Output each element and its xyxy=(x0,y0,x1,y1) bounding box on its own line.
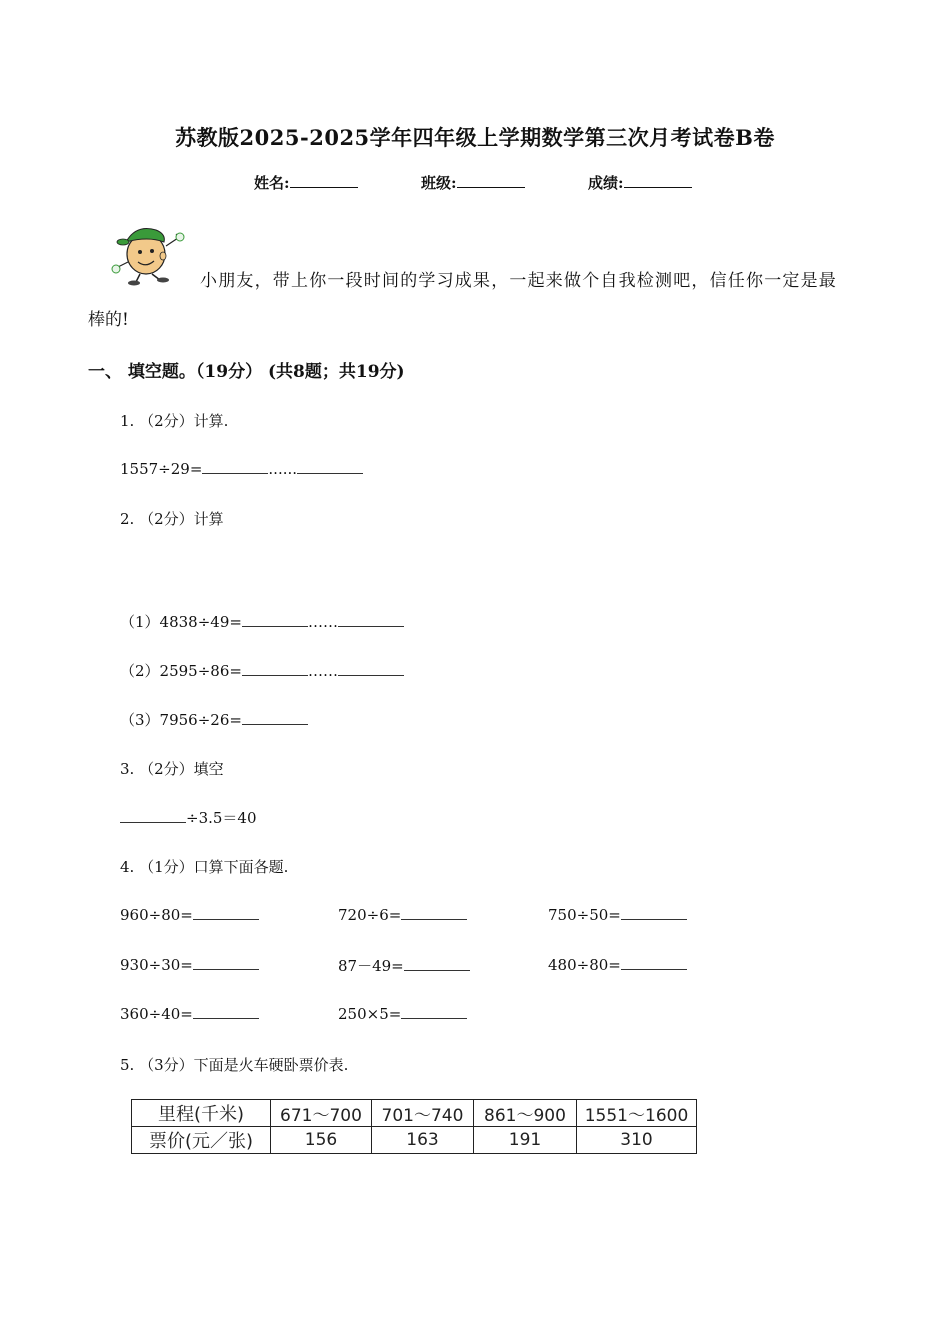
table-cell: 1551～1600 xyxy=(577,1100,697,1127)
q2-item-2-expr: （2）2595÷86= xyxy=(120,662,242,680)
q2-item-3-expr: （3）7956÷26= xyxy=(120,711,242,729)
q2-item-3-blank[interactable] xyxy=(242,710,308,725)
name-field xyxy=(254,172,358,193)
q4-blank[interactable] xyxy=(401,905,467,920)
q4-item xyxy=(120,1004,259,1023)
q4-stem: 4. （1分）口算下面各题. xyxy=(120,858,289,876)
q4-item xyxy=(338,1004,467,1023)
q4-expr: 360÷40= xyxy=(120,1005,193,1023)
table-row xyxy=(132,1127,697,1154)
name-label: 姓名: xyxy=(254,174,290,192)
q4-item xyxy=(548,955,687,974)
section-heading: 一、 填空题。（19分） (共8题；共19分) xyxy=(88,362,405,382)
q2-item-1-expr: （1）4838÷49= xyxy=(120,613,242,631)
q4-blank[interactable] xyxy=(621,905,687,920)
q2-item-1 xyxy=(120,611,404,632)
q2-item-1-blank-1[interactable] xyxy=(242,612,308,627)
intro-text-cont: 棒的! xyxy=(88,310,129,330)
q1-expr: 1557÷29= xyxy=(120,460,203,478)
q2-item-1-sep: …… xyxy=(307,613,338,631)
page-title: 苏教版2025-2025学年四年级上学期数学第三次月考试卷B卷 xyxy=(175,125,775,150)
q4-expr: 960÷80= xyxy=(120,906,193,924)
q3-stem: 3. （2分）填空 xyxy=(120,760,224,778)
q4-blank[interactable] xyxy=(193,905,259,920)
q3-answer-blank[interactable] xyxy=(120,808,186,823)
q4-blank[interactable] xyxy=(193,955,259,970)
q2-stem: 2. （2分）计算 xyxy=(120,510,224,528)
class-field xyxy=(421,172,525,193)
q2-item-2-blank-2[interactable] xyxy=(338,661,404,676)
q2-item-1-blank-2[interactable] xyxy=(338,612,404,627)
q4-item xyxy=(120,905,259,924)
q4-expr: 250×5= xyxy=(338,1005,402,1023)
score-blank[interactable] xyxy=(624,173,692,188)
q1-answer-blank-2[interactable] xyxy=(297,459,363,474)
fare-table xyxy=(131,1099,697,1154)
q4-item xyxy=(548,905,687,924)
q4-expr: 750÷50= xyxy=(548,906,621,924)
table-cell: 701～740 xyxy=(372,1100,474,1127)
q4-item xyxy=(338,905,467,924)
intro-text: 小朋友，带上你一段时间的学习成果，一起来做个自我检测吧，信任你一定是最 xyxy=(200,271,837,291)
q2-item-3 xyxy=(120,709,308,730)
table-cell: 163 xyxy=(372,1127,474,1154)
class-blank[interactable] xyxy=(457,173,525,188)
q4-blank[interactable] xyxy=(621,955,687,970)
q4-expr: 720÷6= xyxy=(338,906,402,924)
table-row xyxy=(132,1100,697,1127)
q2-item-2-blank-1[interactable] xyxy=(242,661,308,676)
q1-answer-blank-1[interactable] xyxy=(202,459,268,474)
q5-stem: 5. （3分）下面是火车硬卧票价表. xyxy=(120,1056,349,1074)
score-field xyxy=(588,172,692,193)
table-cell: 156 xyxy=(271,1127,372,1154)
q4-blank[interactable] xyxy=(401,1004,467,1019)
cartoon-boy-mascot-icon xyxy=(108,220,188,286)
q1-stem: 1. （2分）计算. xyxy=(120,412,229,430)
q1-separator: ...... xyxy=(268,460,298,478)
table-cell: 310 xyxy=(577,1127,697,1154)
score-label: 成绩: xyxy=(588,174,624,192)
q2-item-2 xyxy=(120,660,404,681)
table-cell: 191 xyxy=(474,1127,577,1154)
q2-item-2-sep: …… xyxy=(307,662,338,680)
q3-expression xyxy=(120,807,257,828)
q4-expr: 87－49= xyxy=(338,957,404,975)
table-cell: 861～900 xyxy=(474,1100,577,1127)
class-label: 班级: xyxy=(421,174,457,192)
q4-item xyxy=(338,955,470,976)
q4-expr: 930÷30= xyxy=(120,956,193,974)
q4-expr: 480÷80= xyxy=(548,956,621,974)
q4-blank[interactable] xyxy=(404,956,470,971)
q4-blank[interactable] xyxy=(193,1004,259,1019)
q3-expr: ÷3.5＝40 xyxy=(186,809,257,827)
q1-expression xyxy=(120,459,363,478)
table-cell: 671～700 xyxy=(271,1100,372,1127)
q4-item xyxy=(120,955,259,974)
name-blank[interactable] xyxy=(290,173,358,188)
table-cell: 票价(元／张) xyxy=(132,1127,271,1154)
table-cell: 里程(千米) xyxy=(132,1100,271,1127)
